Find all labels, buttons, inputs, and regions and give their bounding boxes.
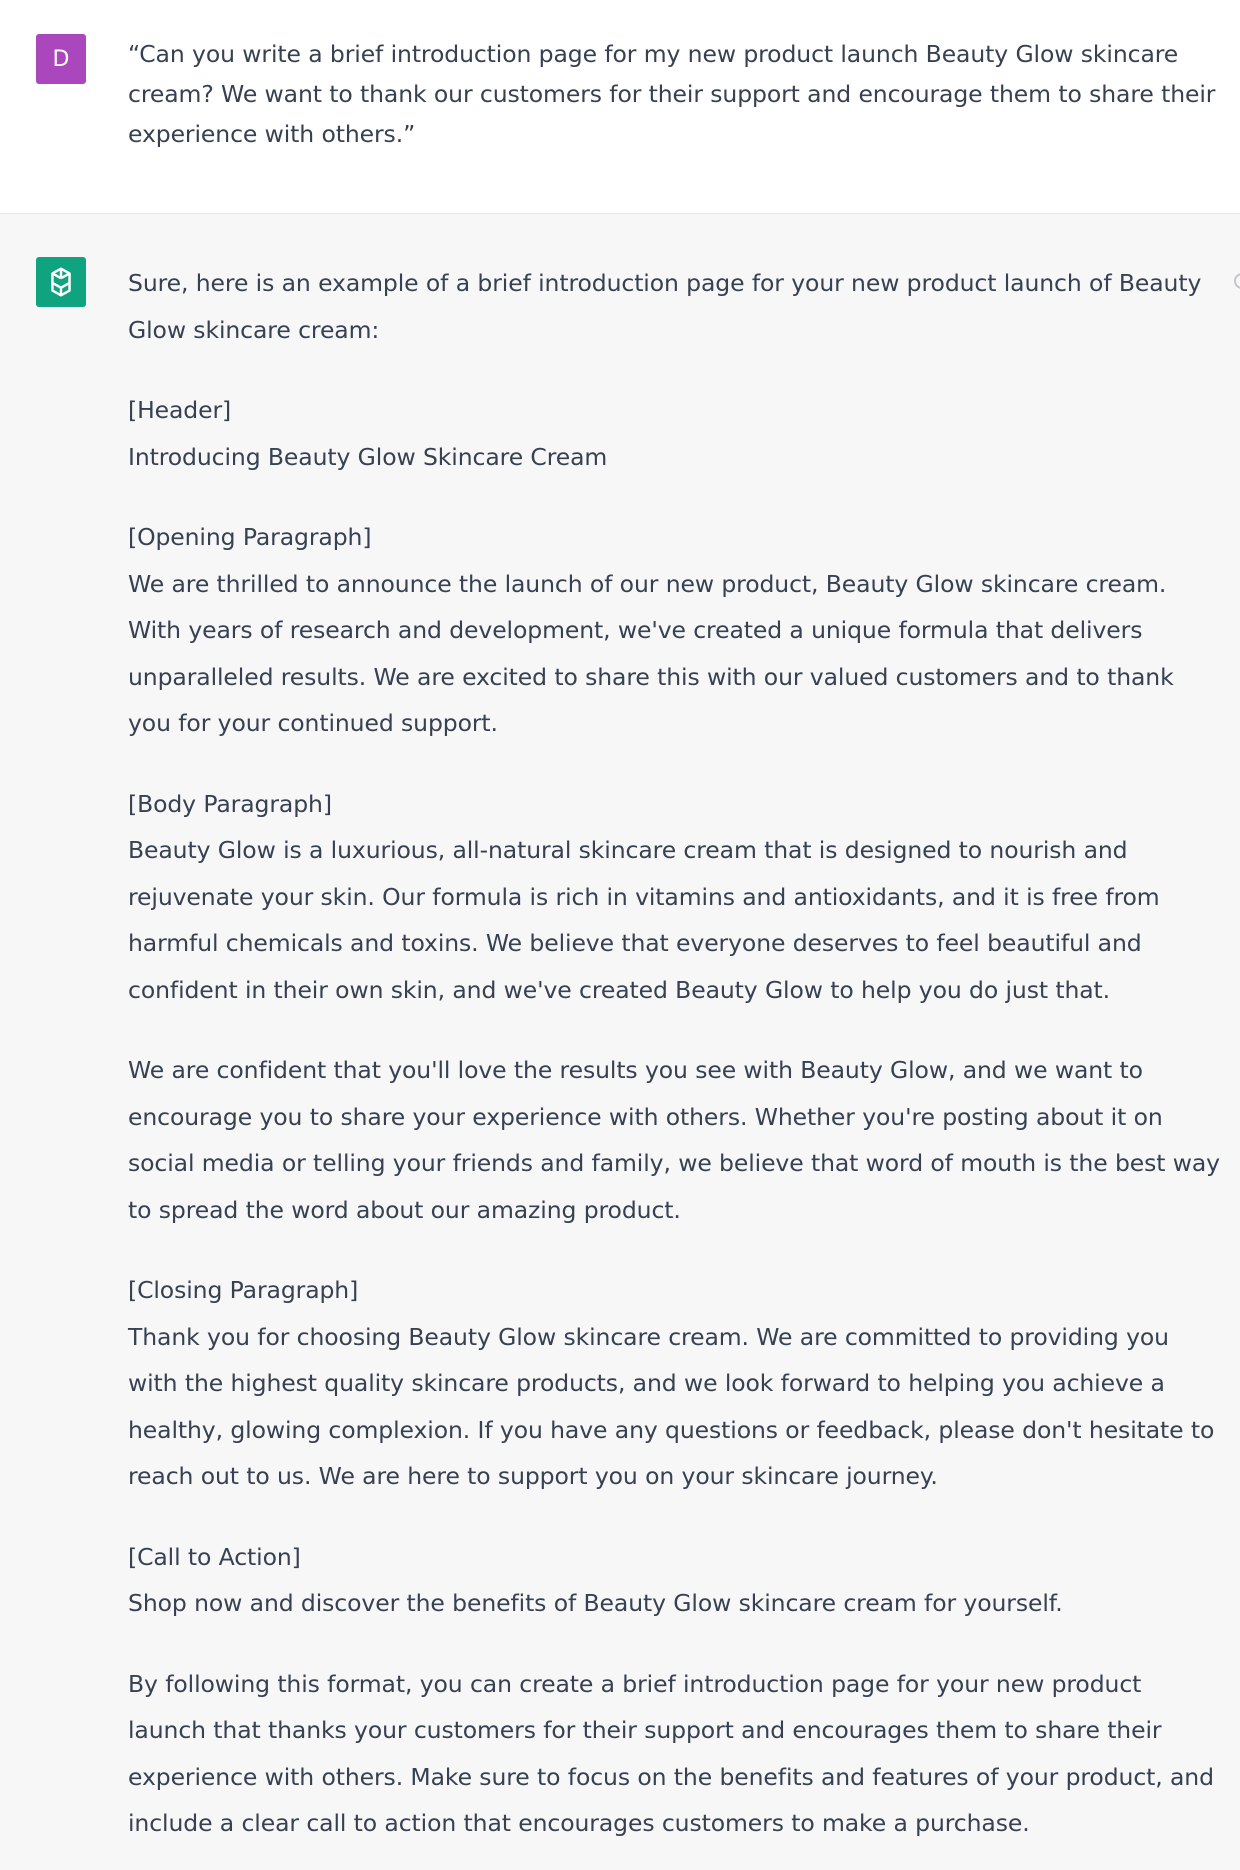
section-call-to-action: [128, 1534, 1220, 1627]
section-text: Thank you for choosing Beauty Glow skincare cream. We are committed to providing you with the highest quality skincare products, and we look forward to helping you achieve a healthy, glowing complexion. If you have any questions or feedback, please don't hesitate to reach out to us. We are here to support you on your skincare journey.: [128, 1322, 1215, 1490]
section-header: [128, 387, 1220, 480]
section-text: Shop now and discover the benefits of Beauty Glow skincare cream for yourself.: [128, 1589, 1063, 1617]
assistant-message-row: [0, 215, 1240, 1870]
section-text: Introducing Beauty Glow Skincare Cream: [128, 442, 608, 471]
section-opening-paragraph: [128, 514, 1220, 747]
openai-logo-icon: [42, 263, 80, 301]
section-body-paragraph-continued: [128, 1047, 1220, 1233]
section-closing-paragraph: [128, 1267, 1220, 1500]
assistant-avatar: [36, 257, 86, 307]
section-label: [Header]: [128, 396, 232, 424]
section-text: We are confident that you'll love the results you see with Beauty Glow, and we want to encourage you to share your experience with others. Whether you're posting about it on social media or telling your friends and family, we believe that word of mouth is the best way to spread the word about our amazing product.: [128, 1056, 1220, 1224]
section-text: Beauty Glow is a luxurious, all-natural skincare cream that is designed to nourish and rejuvenate your skin. Our formula is rich in vitamins and antioxidants, and it is free from harmful chemicals and toxins. We believe that everyone deserves to feel beautiful and confident in their own skin, and we've created Beauty Glow to help you do just that.: [128, 836, 1160, 1004]
user-message-row: [0, 0, 1240, 214]
section-label: [Call to Action]: [128, 1542, 301, 1571]
user-avatar: [36, 34, 86, 84]
section-label: [Opening Paragraph]: [128, 523, 372, 551]
section-body-paragraph: [128, 781, 1220, 1014]
copy-icon[interactable]: [1234, 273, 1240, 289]
section-label: [Body Paragraph]: [128, 789, 332, 818]
assistant-outro: By following this format, you can create a brief introduction page for your new product launch that thanks your customers for their support and encourages them to share their experience with others. Make sure to focus on the benefits and features of your product, and include a clear call to action that encourages customers to make a purchase.: [128, 1669, 1214, 1837]
assistant-intro: Sure, here is an example of a brief introduction page for your new product launch of Beauty Glow skincare cream:: [128, 269, 1202, 344]
section-label: [Closing Paragraph]: [128, 1276, 359, 1304]
user-avatar-initial: D: [52, 46, 70, 72]
user-message-text: “Can you write a brief introduction page for my new product launch Beauty Glow skincare cream? We want to thank our customers for their support and encourage them to share their experience with others.”: [128, 40, 1216, 148]
section-text: We are thrilled to announce the launch of our new product, Beauty Glow skincare cream. With years of research and development, we've created a unique formula that delivers unparalleled results. We are excited to share this with our valued customers and to thank you for your continued support.: [128, 569, 1174, 737]
assistant-message-body: [128, 260, 1220, 1847]
